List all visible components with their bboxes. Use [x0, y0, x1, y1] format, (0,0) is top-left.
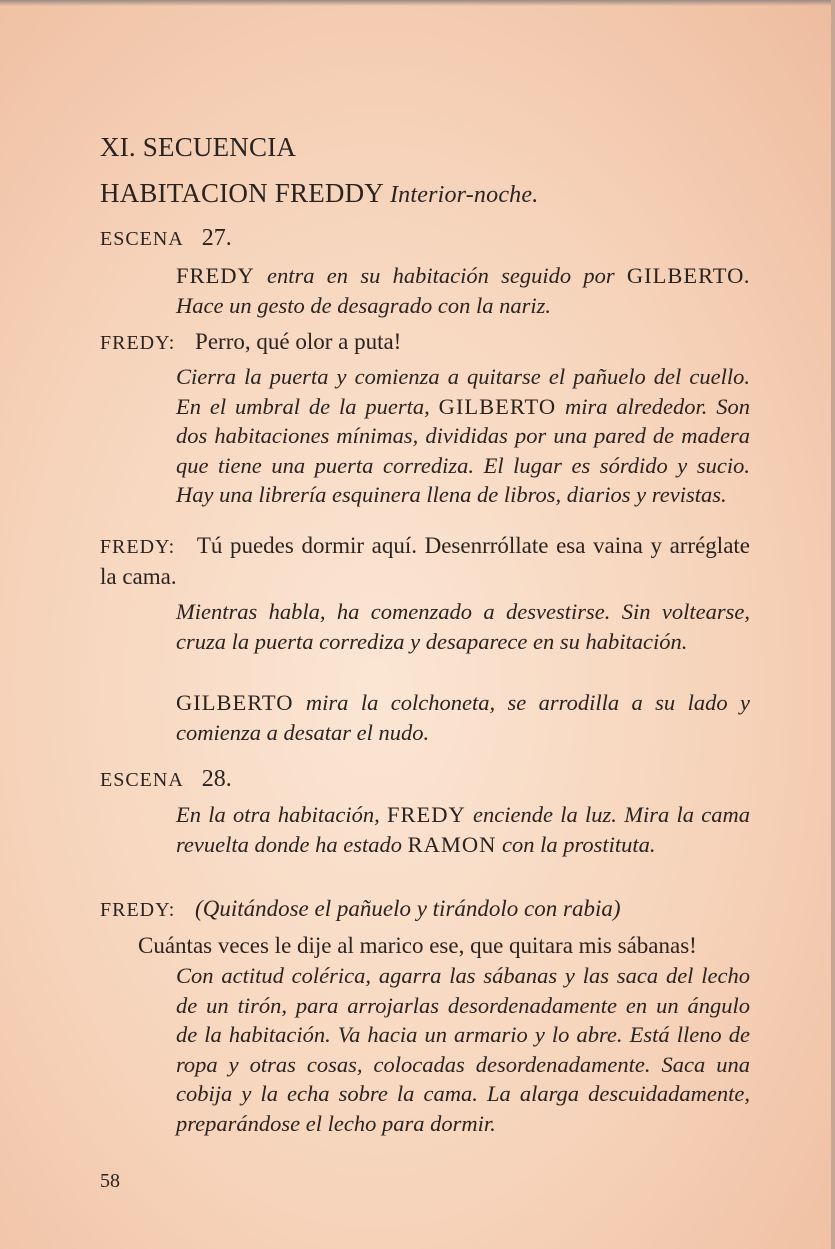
dialogue-3: [100, 894, 621, 925]
speaker-label: FREDY:: [100, 899, 176, 921]
speaker-label: FREDY:: [100, 332, 176, 354]
location-main: HABITACION FREDDY: [100, 178, 383, 208]
stage-direction-5: En la otra habitación, FREDY enciende la luz. Mira la cama revuelta donde ha estado RAMON con la prostituta.: [176, 802, 750, 857]
stage-direction-6: Con actitud colérica, agarra las sábanas y las saca del lecho de un tirón, para arrojarlas desordenadamente en un ángulo de la habitación. Va hacia un armario y lo abre. Está lleno de ropa y otras cosas, colocadas desordenadamente. Saca una cobija y la echa sobre la cama. La alarga descuidadamente, preparándose el lecho para dormir.: [176, 963, 750, 1136]
character-name: GILBERTO: [626, 263, 745, 288]
character-name: FREDY: [386, 802, 466, 827]
page-number: 58: [100, 1170, 120, 1192]
character-name: GILBERTO: [438, 393, 557, 419]
speaker-label: FREDY:: [99, 536, 176, 558]
scene-number: 28.: [201, 766, 232, 792]
scene-number: 27.: [201, 225, 232, 251]
scene-28-heading: [100, 766, 232, 793]
location-heading: [100, 178, 538, 209]
stage-direction-2: Cierra la puerta y comienza a quitarse el pañuelo del cuello. En el umbral de la puerta, GILBERTO mira alrededor. Son dos habitaciones mínimas, divididas por una pared de madera que tiene una puerta corrediza. El lugar es sórdido y sucio. Hay una librería esquinera llena de libros, diarios y revistas.: [176, 364, 750, 507]
scene-27-heading: [100, 225, 232, 252]
stage-direction-1: FREDY entra en su habitación seguido por GILBERTO. Hace un gesto de desagrado con la nariz.: [176, 263, 751, 318]
stage-direction-4: GILBERTO mira la colchoneta, se arrodilla a su lado y comienza a desatar el nudo.: [176, 690, 751, 745]
character-name: GILBERTO: [176, 690, 294, 715]
sequence-title: XI. SECUENCIA: [100, 132, 297, 162]
dialogue-1: [100, 327, 401, 358]
page-right-edge: [831, 0, 835, 1249]
stage-direction-3: Mientras habla, ha comenzado a desvestirse. Sin voltearse, cruza la puerta corrediza y desaparece en su habitación.: [176, 599, 750, 654]
dialogue-text: Tú puedes dormir aquí. Desenrróllate esa vaina y arréglate la cama.: [100, 533, 751, 589]
scene-label: ESCENA: [100, 769, 184, 791]
dialogue-2: [100, 531, 750, 592]
page-top-shadow: [0, 0, 835, 6]
dialogue-3-text: Cuántas veces le dije al marico ese, que quitara mis sábanas!: [138, 933, 697, 958]
character-name: RAMON: [407, 831, 497, 857]
location-time: Interior-noche.: [389, 182, 539, 208]
parenthetical: (Quitándose el pañuelo y tirándolo con rabia): [195, 896, 621, 921]
scene-label: ESCENA: [100, 228, 184, 250]
dialogue-text: Perro, qué olor a puta!: [195, 329, 402, 354]
character-name: FREDY: [176, 263, 255, 288]
